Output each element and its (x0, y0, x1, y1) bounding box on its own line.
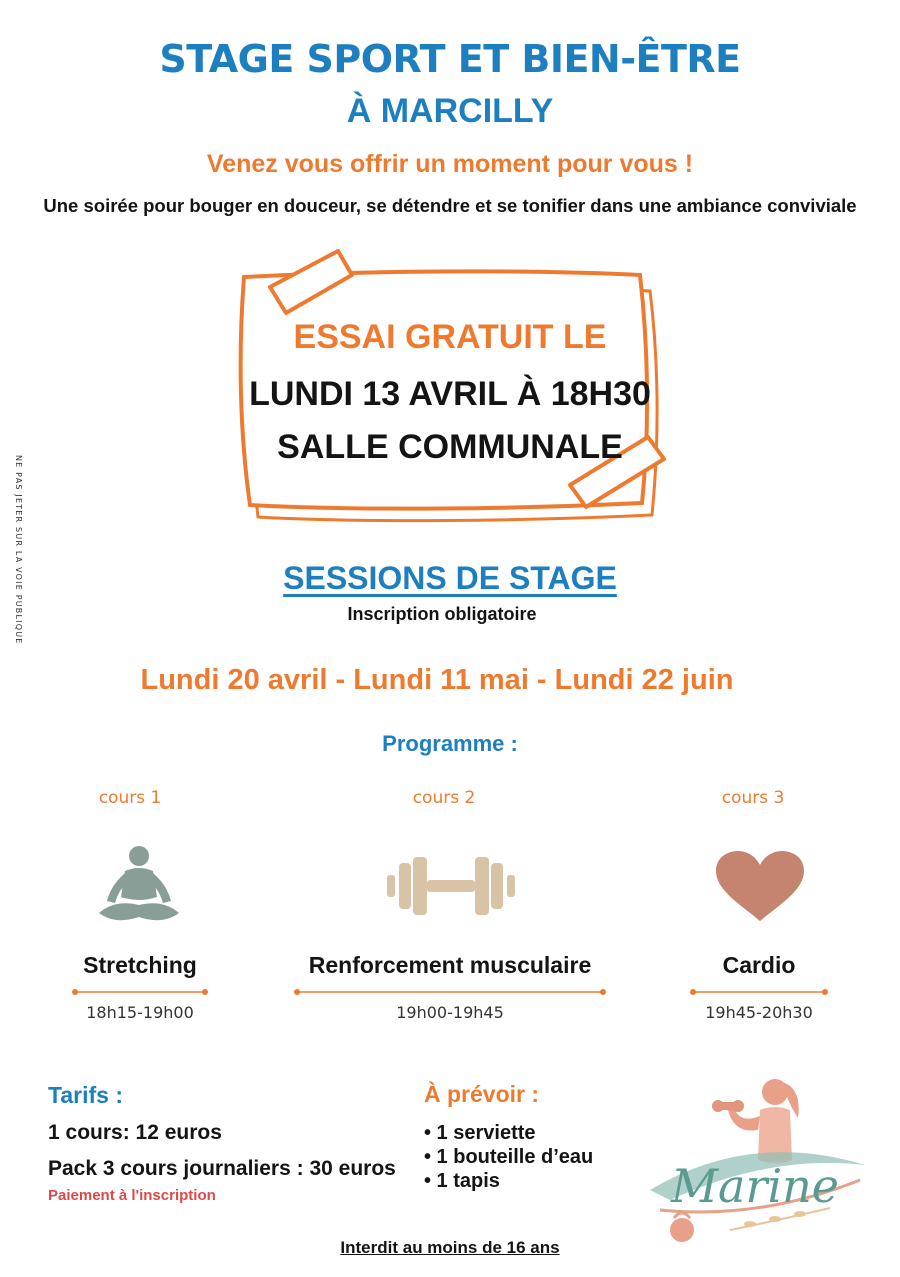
page-title: STAGE SPORT ET BIEN-ÊTRE (159, 37, 741, 81)
trial-heading: ESSAI GRATUIT LE (293, 318, 607, 356)
age-notice: Interdit au moins de 16 ans (340, 1238, 560, 1257)
description: Une soirée pour bouger en douceur, se détendre et se tonifier dans une ambiance conviviale (43, 195, 857, 216)
list-item: • 1 tapis (424, 1170, 500, 1192)
trial-date: LUNDI 13 AVRIL À 18H30 (249, 375, 651, 413)
course-3-time: 19h45-20h30 (705, 1003, 813, 1022)
prevoir-title: À prévoir : (424, 1081, 540, 1107)
course-2-divider (292, 987, 608, 997)
trial-location: SALLE COMMUNALE (277, 428, 623, 466)
tagline: Venez vous offrir un moment pour vous ! (206, 150, 694, 178)
list-item: • 1 bouteille d’eau (424, 1146, 594, 1168)
course-3-label: cours 3 (721, 788, 785, 808)
brand-text: Marine (670, 1159, 840, 1213)
course-1-time: 18h15-19h00 (86, 1003, 194, 1022)
course-1-label: cours 1 (98, 788, 162, 808)
course-2-label: cours 2 (412, 788, 476, 808)
tarif-single: 1 cours: 12 euros (48, 1121, 222, 1144)
meditation-icon (93, 843, 185, 928)
tarifs-title: Tarifs : (48, 1082, 123, 1108)
page-subtitle: À MARCILLY (346, 92, 554, 130)
course-1-name: Stretching (83, 952, 197, 978)
payment-note: Paiement à l'inscription (48, 1187, 216, 1204)
registration-note: Inscription obligatoire (347, 604, 537, 624)
course-3-divider (688, 987, 830, 997)
programme-title: Programme : (382, 731, 518, 756)
course-2-time: 19h00-19h45 (396, 1003, 504, 1022)
prevoir-list (424, 1121, 593, 1193)
course-3-name: Cardio (722, 952, 796, 978)
sessions-title: SESSIONS DE STAGE (283, 560, 617, 596)
course-2-name: Renforcement musculaire (308, 952, 592, 978)
list-item: • 1 serviette (424, 1122, 536, 1144)
side-notice: NE PAS JETER SUR LA VOIE PUBLIQUE (14, 455, 23, 645)
dumbbell-icon (385, 855, 517, 917)
tarif-pack: Pack 3 cours journaliers : 30 euros (48, 1157, 396, 1180)
marine-logo (630, 1070, 880, 1250)
session-dates: Lundi 20 avril - Lundi 11 mai - Lundi 22 juin (140, 664, 734, 696)
course-1-divider (70, 987, 210, 997)
heart-icon (714, 849, 806, 925)
